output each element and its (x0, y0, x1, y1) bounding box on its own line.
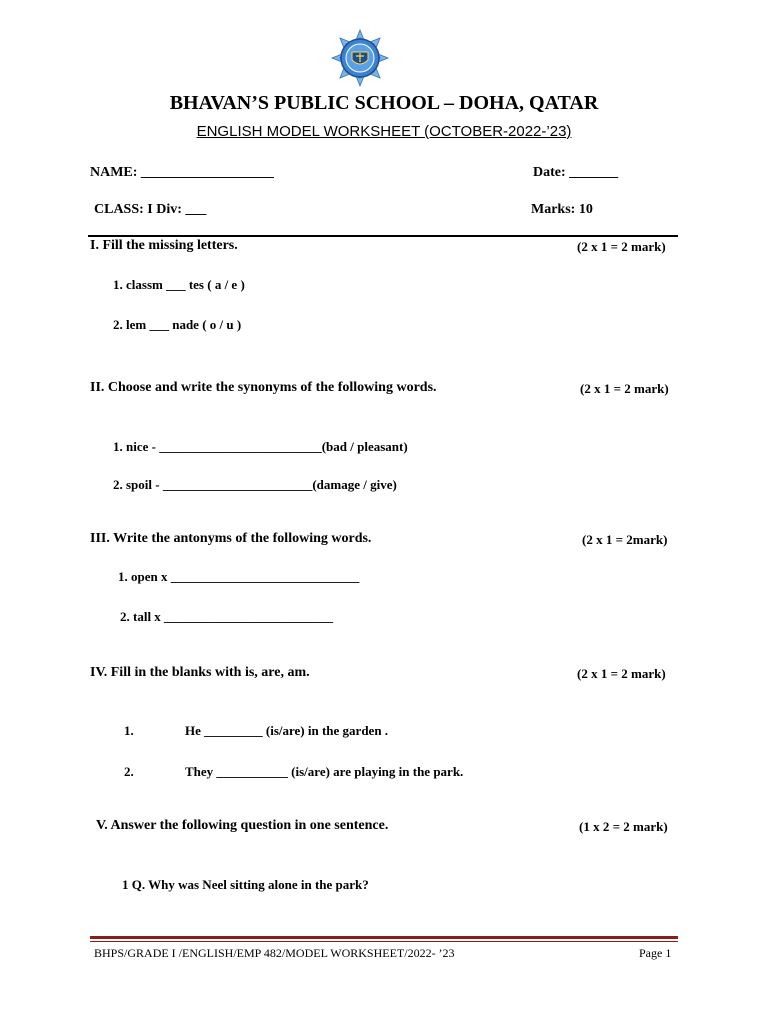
question-item: 1 Q. Why was Neel sitting alone in the park? (122, 877, 369, 892)
date-field: Date: _______ (533, 165, 619, 180)
question-number: 2. (124, 764, 134, 779)
school-crest-icon (330, 28, 390, 88)
footer-divider (90, 936, 678, 939)
question-item: 1. nice - _________________________(bad / pleasant) (113, 439, 408, 454)
footer-code: BHPS/GRADE I /ENGLISH/EMP 482/MODEL WORKSHEET/2022- ’23 (94, 946, 455, 960)
section-heading: III. Write the antonyms of the following words. (90, 531, 372, 546)
question-number: 1. (124, 723, 134, 738)
section-marks: (2 x 1 = 2mark) (582, 532, 668, 547)
question-item: 1. open x _____________________________ (118, 569, 360, 584)
section-heading: IV. Fill in the blanks with is, are, am. (90, 665, 310, 680)
question-item: They ___________ (is/are) are playing in the park. (185, 764, 464, 779)
name-field: NAME: ___________________ (90, 165, 274, 180)
footer-divider-thin (90, 941, 678, 942)
section-heading: V. Answer the following question in one sentence. (96, 818, 389, 833)
section-marks: (2 x 1 = 2 mark) (577, 666, 666, 681)
section-heading: I. Fill the missing letters. (90, 238, 238, 253)
section-heading: II. Choose and write the synonyms of the following words. (90, 380, 437, 395)
section-marks: (1 x 2 = 2 mark) (579, 819, 668, 834)
question-item: 2. lem ___ nade ( o / u ) (113, 317, 242, 332)
class-field: CLASS: I Div: ___ (94, 202, 207, 217)
header-divider (88, 235, 678, 237)
worksheet-title: ENGLISH MODEL WORKSHEET (OCTOBER-2022-’23) (196, 123, 572, 140)
section-marks: (2 x 1 = 2 mark) (580, 381, 669, 396)
question-item: He _________ (is/are) in the garden . (185, 723, 389, 738)
question-item: 2. spoil - _______________________(damage / give) (113, 477, 397, 492)
question-item: 1. classm ___ tes ( a / e ) (113, 277, 245, 292)
section-marks: (2 x 1 = 2 mark) (577, 239, 666, 254)
school-title: BHAVAN’S PUBLIC SCHOOL – DOHA, QATAR (169, 92, 599, 114)
page-number: Page 1 (639, 946, 672, 960)
marks-total: Marks: 10 (531, 202, 593, 217)
question-item: 2. tall x __________________________ (120, 609, 334, 624)
